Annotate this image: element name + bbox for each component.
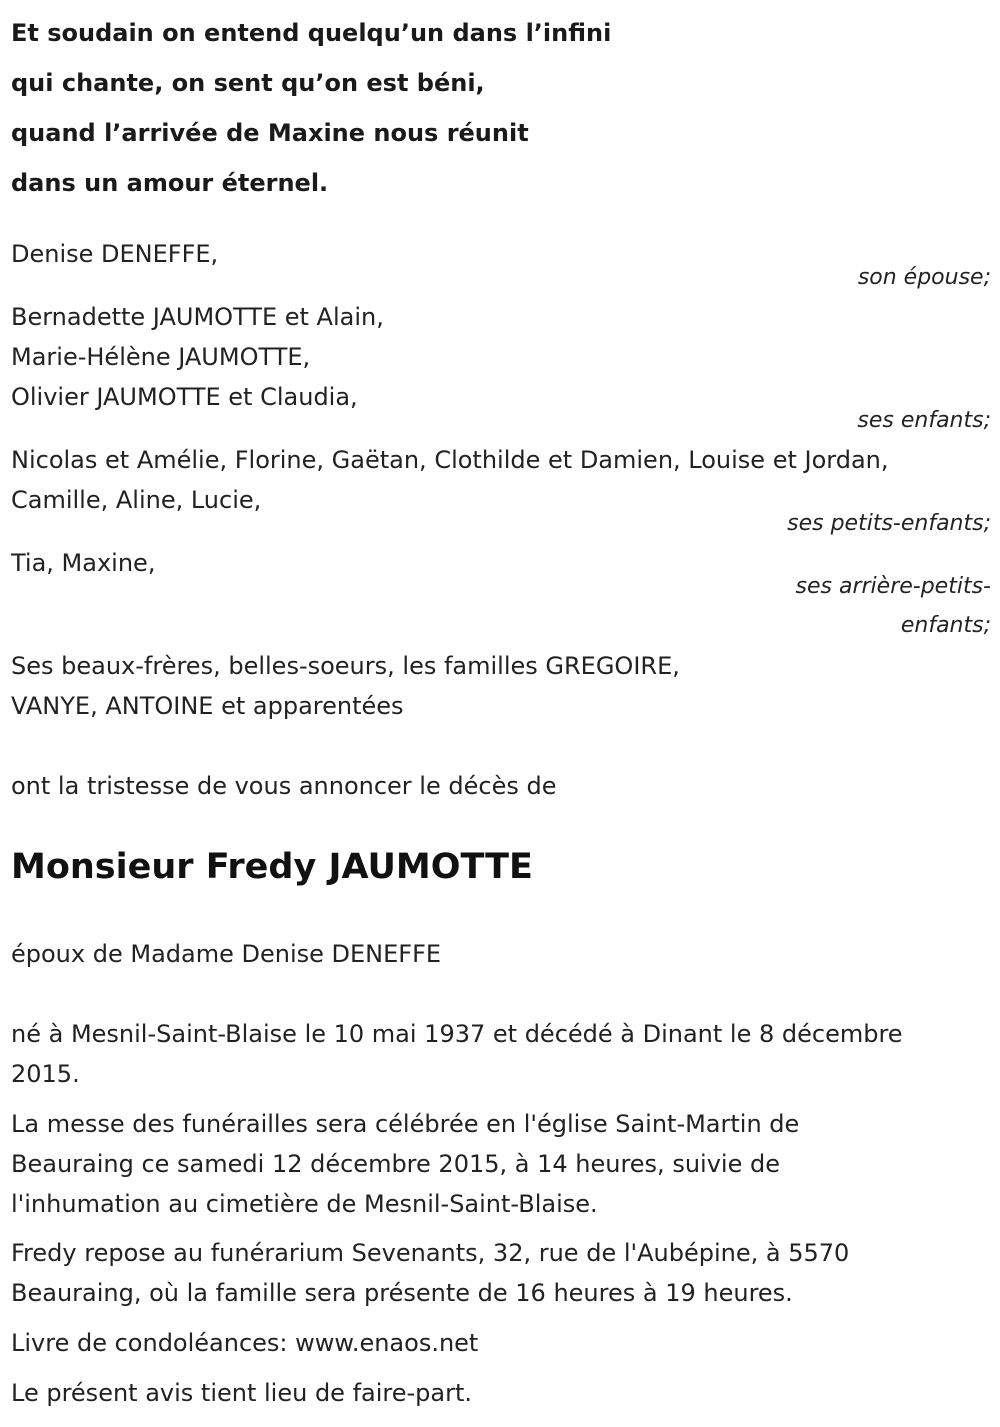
grandchildren-names: Nicolas et Amélie, Florine, Gaëtan, Clothilde et Damien, Louise et Jordan, (11, 446, 889, 474)
funeral-line: l'inhumation au cimetière de Mesnil-Saint-Blaise. (11, 1190, 598, 1218)
child-name: Bernadette JAUMOTTE et Alain, (11, 303, 384, 331)
spouse-name: Denise DENEFFE, (11, 240, 219, 268)
poem-line: dans un amour éternel. (11, 169, 329, 197)
birth-death-line: 2015. (11, 1060, 80, 1088)
repose-line: Fredy repose au funérarium Sevenants, 32, rue de l'Aubépine, à 5570 (11, 1239, 850, 1267)
poem-line: quand l’arrivée de Maxine nous réunit (11, 119, 529, 147)
great-grandchildren-role: enfants; (900, 613, 991, 638)
children-role: ses enfants; (857, 408, 991, 433)
poem-line: qui chante, on sent qu’on est béni, (11, 69, 485, 97)
deceased-name: Monsieur Fredy JAUMOTTE (11, 847, 533, 887)
condolences-line: Livre de condoléances: www.enaos.net (11, 1329, 479, 1357)
great-grandchildren-names: Tia, Maxine, (11, 549, 156, 577)
repose-line: Beauraing, où la famille sera présente de 16 heures à 19 heures. (11, 1279, 793, 1307)
spouse-line: époux de Madame Denise DENEFFE (11, 940, 442, 968)
birth-death-line: né à Mesnil-Saint-Blaise le 10 mai 1937 et décédé à Dinant le 8 décembre (11, 1020, 903, 1048)
announcement-text: ont la tristesse de vous annoncer le décès de (11, 772, 557, 800)
grandchildren-role: ses petits-enfants; (787, 511, 991, 536)
child-name: Olivier JAUMOTTE et Claudia, (11, 383, 358, 411)
closing-line: Le présent avis tient lieu de faire-part. (11, 1379, 473, 1407)
funeral-line: La messe des funérailles sera célébrée en l'église Saint-Martin de (11, 1110, 800, 1138)
poem (11, 8, 991, 208)
funeral-line: Beauraing ce samedi 12 décembre 2015, à 14 heures, suivie de (11, 1150, 780, 1178)
grandchildren-names: Camille, Aline, Lucie, (11, 486, 262, 514)
spouse-role: son épouse; (857, 265, 991, 290)
poem-line: Et soudain on entend quelqu’un dans l’infini (11, 19, 612, 47)
great-grandchildren-role: ses arrière-petits- (795, 574, 991, 599)
obituary-notice (11, 0, 991, 1427)
relatives-line: Ses beaux-frères, belles-soeurs, les familles GREGOIRE, (11, 652, 680, 680)
child-name: Marie-Hélène JAUMOTTE, (11, 343, 311, 371)
relatives-line: VANYE, ANTOINE et apparentées (11, 692, 404, 720)
